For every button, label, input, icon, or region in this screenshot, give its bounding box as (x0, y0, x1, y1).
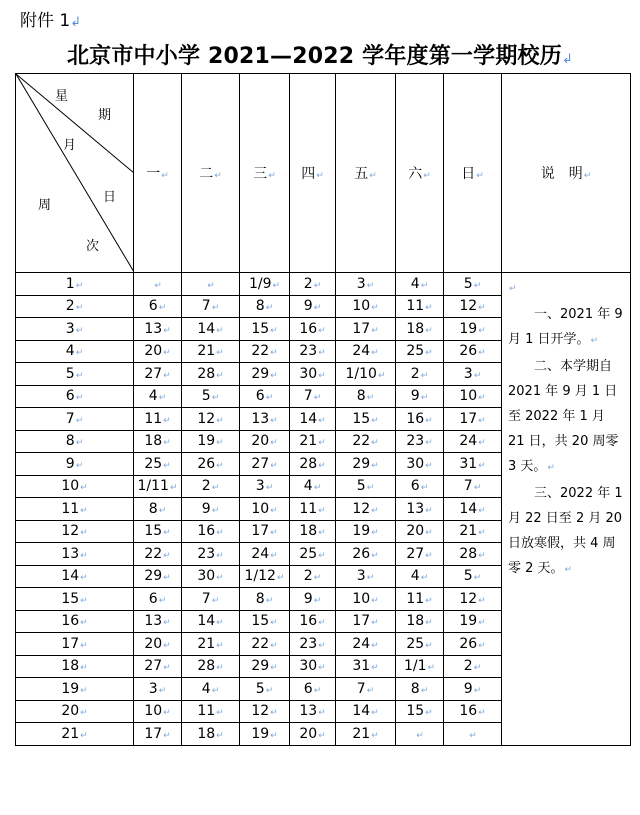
day-cell: 11↵ (290, 498, 336, 521)
day-cell: 27↵ (396, 543, 444, 566)
day-cell: 8↵ (336, 385, 396, 408)
day-cell: 16↵ (182, 520, 240, 543)
day-cell: 11↵ (182, 700, 240, 723)
day-cell: 16↵ (290, 610, 336, 633)
day-cell: 1/12↵ (240, 565, 290, 588)
day-cell: 29↵ (240, 363, 290, 386)
week-number-cell: 20↵ (16, 700, 134, 723)
day-cell: 25↵ (134, 453, 182, 476)
day-cell: 22↵ (336, 430, 396, 453)
week-number-cell: 6↵ (16, 385, 134, 408)
week-number-cell: 2↵ (16, 295, 134, 318)
day-cell: 18↵ (290, 520, 336, 543)
corner-label-zhou: 周 (38, 198, 52, 213)
day-cell: 30↵ (290, 363, 336, 386)
day-cell: 4↵ (396, 273, 444, 296)
day-cell: 15↵ (336, 408, 396, 431)
day-cell: 10↵ (134, 700, 182, 723)
day-cell: 7↵ (336, 678, 396, 701)
day-cell: ↵ (396, 723, 444, 746)
day-cell: 21↵ (444, 520, 502, 543)
day-cell: 8↵ (240, 295, 290, 318)
day-cell: 15↵ (240, 318, 290, 341)
week-number-cell: 4↵ (16, 340, 134, 363)
day-cell: 26↵ (444, 633, 502, 656)
day-cell: 14↵ (290, 408, 336, 431)
day-cell: ↵ (182, 273, 240, 296)
day-cell: 4↵ (290, 475, 336, 498)
attachment-label: 附件 1↲ (20, 11, 82, 31)
day-cell: 3↵ (336, 273, 396, 296)
notes-cell: ↵ 一、2021 年 9 月 1 日开学。↵ 二、本学期自 2021 年 9 月 1 日至 2022 年 1 月 21 日，共 20 周零 3 天。↵ 三、2022 年 1 月 22 日至 2 月 20 日放寒假，共 4 周零 2 天。↵ (502, 273, 631, 746)
day-cell: 18↵ (396, 318, 444, 341)
weekday-header-wed: 三↵ (240, 74, 290, 273)
week-number-cell: 13↵ (16, 543, 134, 566)
day-cell: 2↵ (396, 363, 444, 386)
week-number-cell: 11↵ (16, 498, 134, 521)
day-cell: 3↵ (134, 678, 182, 701)
day-cell: 15↵ (240, 610, 290, 633)
week-number-cell: 17↵ (16, 633, 134, 656)
day-cell: 20↵ (134, 340, 182, 363)
day-cell: 24↵ (336, 340, 396, 363)
day-cell: 17↵ (336, 610, 396, 633)
weekday-header-mon: 一↵ (134, 74, 182, 273)
day-cell: 1/10↵ (336, 363, 396, 386)
day-cell: 3↵ (336, 565, 396, 588)
week-number-cell: 8↵ (16, 430, 134, 453)
day-cell: 4↵ (134, 385, 182, 408)
day-cell: 23↵ (182, 543, 240, 566)
weekday-header-thu: 四↵ (290, 74, 336, 273)
week-number-cell: 14↵ (16, 565, 134, 588)
note-paragraph: 二、本学期自 2021 年 9 月 1 日至 2022 年 1 月 21 日，共 20 周零 3 天。↵ (508, 359, 619, 474)
day-cell: 5↵ (182, 385, 240, 408)
day-cell: 28↵ (444, 543, 502, 566)
day-cell: 18↵ (182, 723, 240, 746)
day-cell: 4↵ (182, 678, 240, 701)
day-cell: 27↵ (134, 363, 182, 386)
day-cell: 1/11↵ (134, 475, 182, 498)
day-cell: 13↵ (396, 498, 444, 521)
day-cell: 17↵ (336, 318, 396, 341)
day-cell: 2↵ (182, 475, 240, 498)
corner-label-xing: 星 (55, 89, 69, 104)
day-cell: 9↵ (396, 385, 444, 408)
day-cell: 21↵ (336, 723, 396, 746)
day-cell: 26↵ (336, 543, 396, 566)
day-cell: 16↵ (444, 700, 502, 723)
week-number-cell: 1↵ (16, 273, 134, 296)
day-cell: 9↵ (444, 678, 502, 701)
week-number-cell: 7↵ (16, 408, 134, 431)
day-cell: 7↵ (444, 475, 502, 498)
day-cell: 7↵ (182, 295, 240, 318)
week-number-cell: 21↵ (16, 723, 134, 746)
day-cell: 8↵ (240, 588, 290, 611)
day-cell: 4↵ (396, 565, 444, 588)
day-cell: 12↵ (182, 408, 240, 431)
day-cell: 5↵ (444, 273, 502, 296)
weekday-header-sat: 六↵ (396, 74, 444, 273)
day-cell: 11↵ (134, 408, 182, 431)
day-cell: 22↵ (134, 543, 182, 566)
day-cell: 24↵ (336, 633, 396, 656)
day-cell: 21↵ (182, 340, 240, 363)
day-cell: 21↵ (182, 633, 240, 656)
day-cell: 9↵ (290, 295, 336, 318)
day-cell: 14↵ (182, 318, 240, 341)
day-cell: 13↵ (134, 610, 182, 633)
day-cell: 30↵ (182, 565, 240, 588)
day-cell: 16↵ (290, 318, 336, 341)
day-cell: 8↵ (134, 498, 182, 521)
day-cell: 10↵ (240, 498, 290, 521)
week-number-cell: 5↵ (16, 363, 134, 386)
day-cell: 15↵ (134, 520, 182, 543)
day-cell: 5↵ (336, 475, 396, 498)
day-cell: 30↵ (290, 655, 336, 678)
corner-label-ci: 次 (86, 239, 100, 254)
corner-diagonal-lines (16, 74, 134, 272)
day-cell: 6↵ (134, 588, 182, 611)
day-cell: 17↵ (134, 723, 182, 746)
corner-header (16, 74, 134, 273)
note-paragraph: 三、2022 年 1 月 22 日至 2 月 20 日放寒假，共 4 周零 2 天。↵ (508, 486, 623, 576)
day-cell: 14↵ (182, 610, 240, 633)
day-cell: 25↵ (290, 543, 336, 566)
day-cell: 15↵ (396, 700, 444, 723)
day-cell: 20↵ (134, 633, 182, 656)
day-cell: 3↵ (240, 475, 290, 498)
day-cell: 16↵ (396, 408, 444, 431)
school-calendar-table (15, 73, 631, 746)
day-cell: 29↵ (240, 655, 290, 678)
weekday-header-sun: 日↵ (444, 74, 502, 273)
day-cell: 19↵ (336, 520, 396, 543)
day-cell: 29↵ (134, 565, 182, 588)
day-cell: 9↵ (182, 498, 240, 521)
day-cell: 23↵ (290, 633, 336, 656)
day-cell: 13↵ (134, 318, 182, 341)
day-cell: 24↵ (444, 430, 502, 453)
day-cell: 12↵ (336, 498, 396, 521)
day-cell: 26↵ (444, 340, 502, 363)
day-cell: 2↵ (444, 655, 502, 678)
day-cell: 30↵ (396, 453, 444, 476)
day-cell: 6↵ (134, 295, 182, 318)
day-cell: 18↵ (396, 610, 444, 633)
day-cell: 26↵ (182, 453, 240, 476)
week-number-cell: 19↵ (16, 678, 134, 701)
day-cell: 6↵ (396, 475, 444, 498)
week-number-cell: 3↵ (16, 318, 134, 341)
week-number-cell: 18↵ (16, 655, 134, 678)
day-cell: 23↵ (396, 430, 444, 453)
day-cell: 29↵ (336, 453, 396, 476)
day-cell: 20↵ (290, 723, 336, 746)
day-cell: 2↵ (290, 565, 336, 588)
week-number-cell: 16↵ (16, 610, 134, 633)
day-cell: 20↵ (240, 430, 290, 453)
corner-label-ri: 日 (103, 190, 117, 205)
notes-header: 说 明↵ (502, 74, 631, 273)
day-cell: 12↵ (444, 295, 502, 318)
day-cell: 8↵ (396, 678, 444, 701)
day-cell: 5↵ (240, 678, 290, 701)
day-cell: ↵ (444, 723, 502, 746)
day-cell: 10↵ (336, 588, 396, 611)
weekday-header-tue: 二↵ (182, 74, 240, 273)
day-cell: 28↵ (182, 363, 240, 386)
week-number-cell: 12↵ (16, 520, 134, 543)
day-cell: 25↵ (396, 633, 444, 656)
day-cell: 12↵ (240, 700, 290, 723)
day-cell: 22↵ (240, 633, 290, 656)
week-number-cell: 9↵ (16, 453, 134, 476)
day-cell: 14↵ (336, 700, 396, 723)
day-cell: 5↵ (444, 565, 502, 588)
week-number-cell: 10↵ (16, 475, 134, 498)
day-cell: 2↵ (290, 273, 336, 296)
day-cell: 6↵ (290, 678, 336, 701)
calendar-body (16, 273, 631, 746)
day-cell: 3↵ (444, 363, 502, 386)
day-cell: 1/1↵ (396, 655, 444, 678)
day-cell: 27↵ (240, 453, 290, 476)
day-cell: 18↵ (134, 430, 182, 453)
note-paragraph: 一、2021 年 9 月 1 日开学。↵ (508, 307, 623, 347)
day-cell: 31↵ (336, 655, 396, 678)
day-cell: 19↵ (240, 723, 290, 746)
day-cell: 27↵ (134, 655, 182, 678)
weekday-header-fri: 五↵ (336, 74, 396, 273)
corner-label-qi: 期 (98, 108, 112, 123)
day-cell: ↵ (134, 273, 182, 296)
day-cell: 17↵ (240, 520, 290, 543)
day-cell: 31↵ (444, 453, 502, 476)
day-cell: 10↵ (444, 385, 502, 408)
day-cell: 14↵ (444, 498, 502, 521)
day-cell: 13↵ (290, 700, 336, 723)
day-cell: 20↵ (396, 520, 444, 543)
day-cell: 7↵ (182, 588, 240, 611)
day-cell: 19↵ (182, 430, 240, 453)
corner-label-yue: 月 (63, 138, 77, 153)
header-row (16, 74, 631, 273)
day-cell: 11↵ (396, 295, 444, 318)
day-cell: 7↵ (290, 385, 336, 408)
day-cell: 19↵ (444, 610, 502, 633)
day-cell: 21↵ (290, 430, 336, 453)
day-cell: 22↵ (240, 340, 290, 363)
day-cell: 11↵ (396, 588, 444, 611)
day-cell: 23↵ (290, 340, 336, 363)
day-cell: 1/9↵ (240, 273, 290, 296)
day-cell: 28↵ (290, 453, 336, 476)
day-cell: 9↵ (290, 588, 336, 611)
day-cell: 17↵ (444, 408, 502, 431)
day-cell: 19↵ (444, 318, 502, 341)
table-row (16, 273, 631, 296)
day-cell: 28↵ (182, 655, 240, 678)
day-cell: 6↵ (240, 385, 290, 408)
day-cell: 13↵ (240, 408, 290, 431)
day-cell: 10↵ (336, 295, 396, 318)
week-number-cell: 15↵ (16, 588, 134, 611)
page-title: 北京市中小学 2021—2022 学年度第一学期校历↲ (66, 44, 574, 69)
day-cell: 24↵ (240, 543, 290, 566)
day-cell: 25↵ (396, 340, 444, 363)
day-cell: 12↵ (444, 588, 502, 611)
